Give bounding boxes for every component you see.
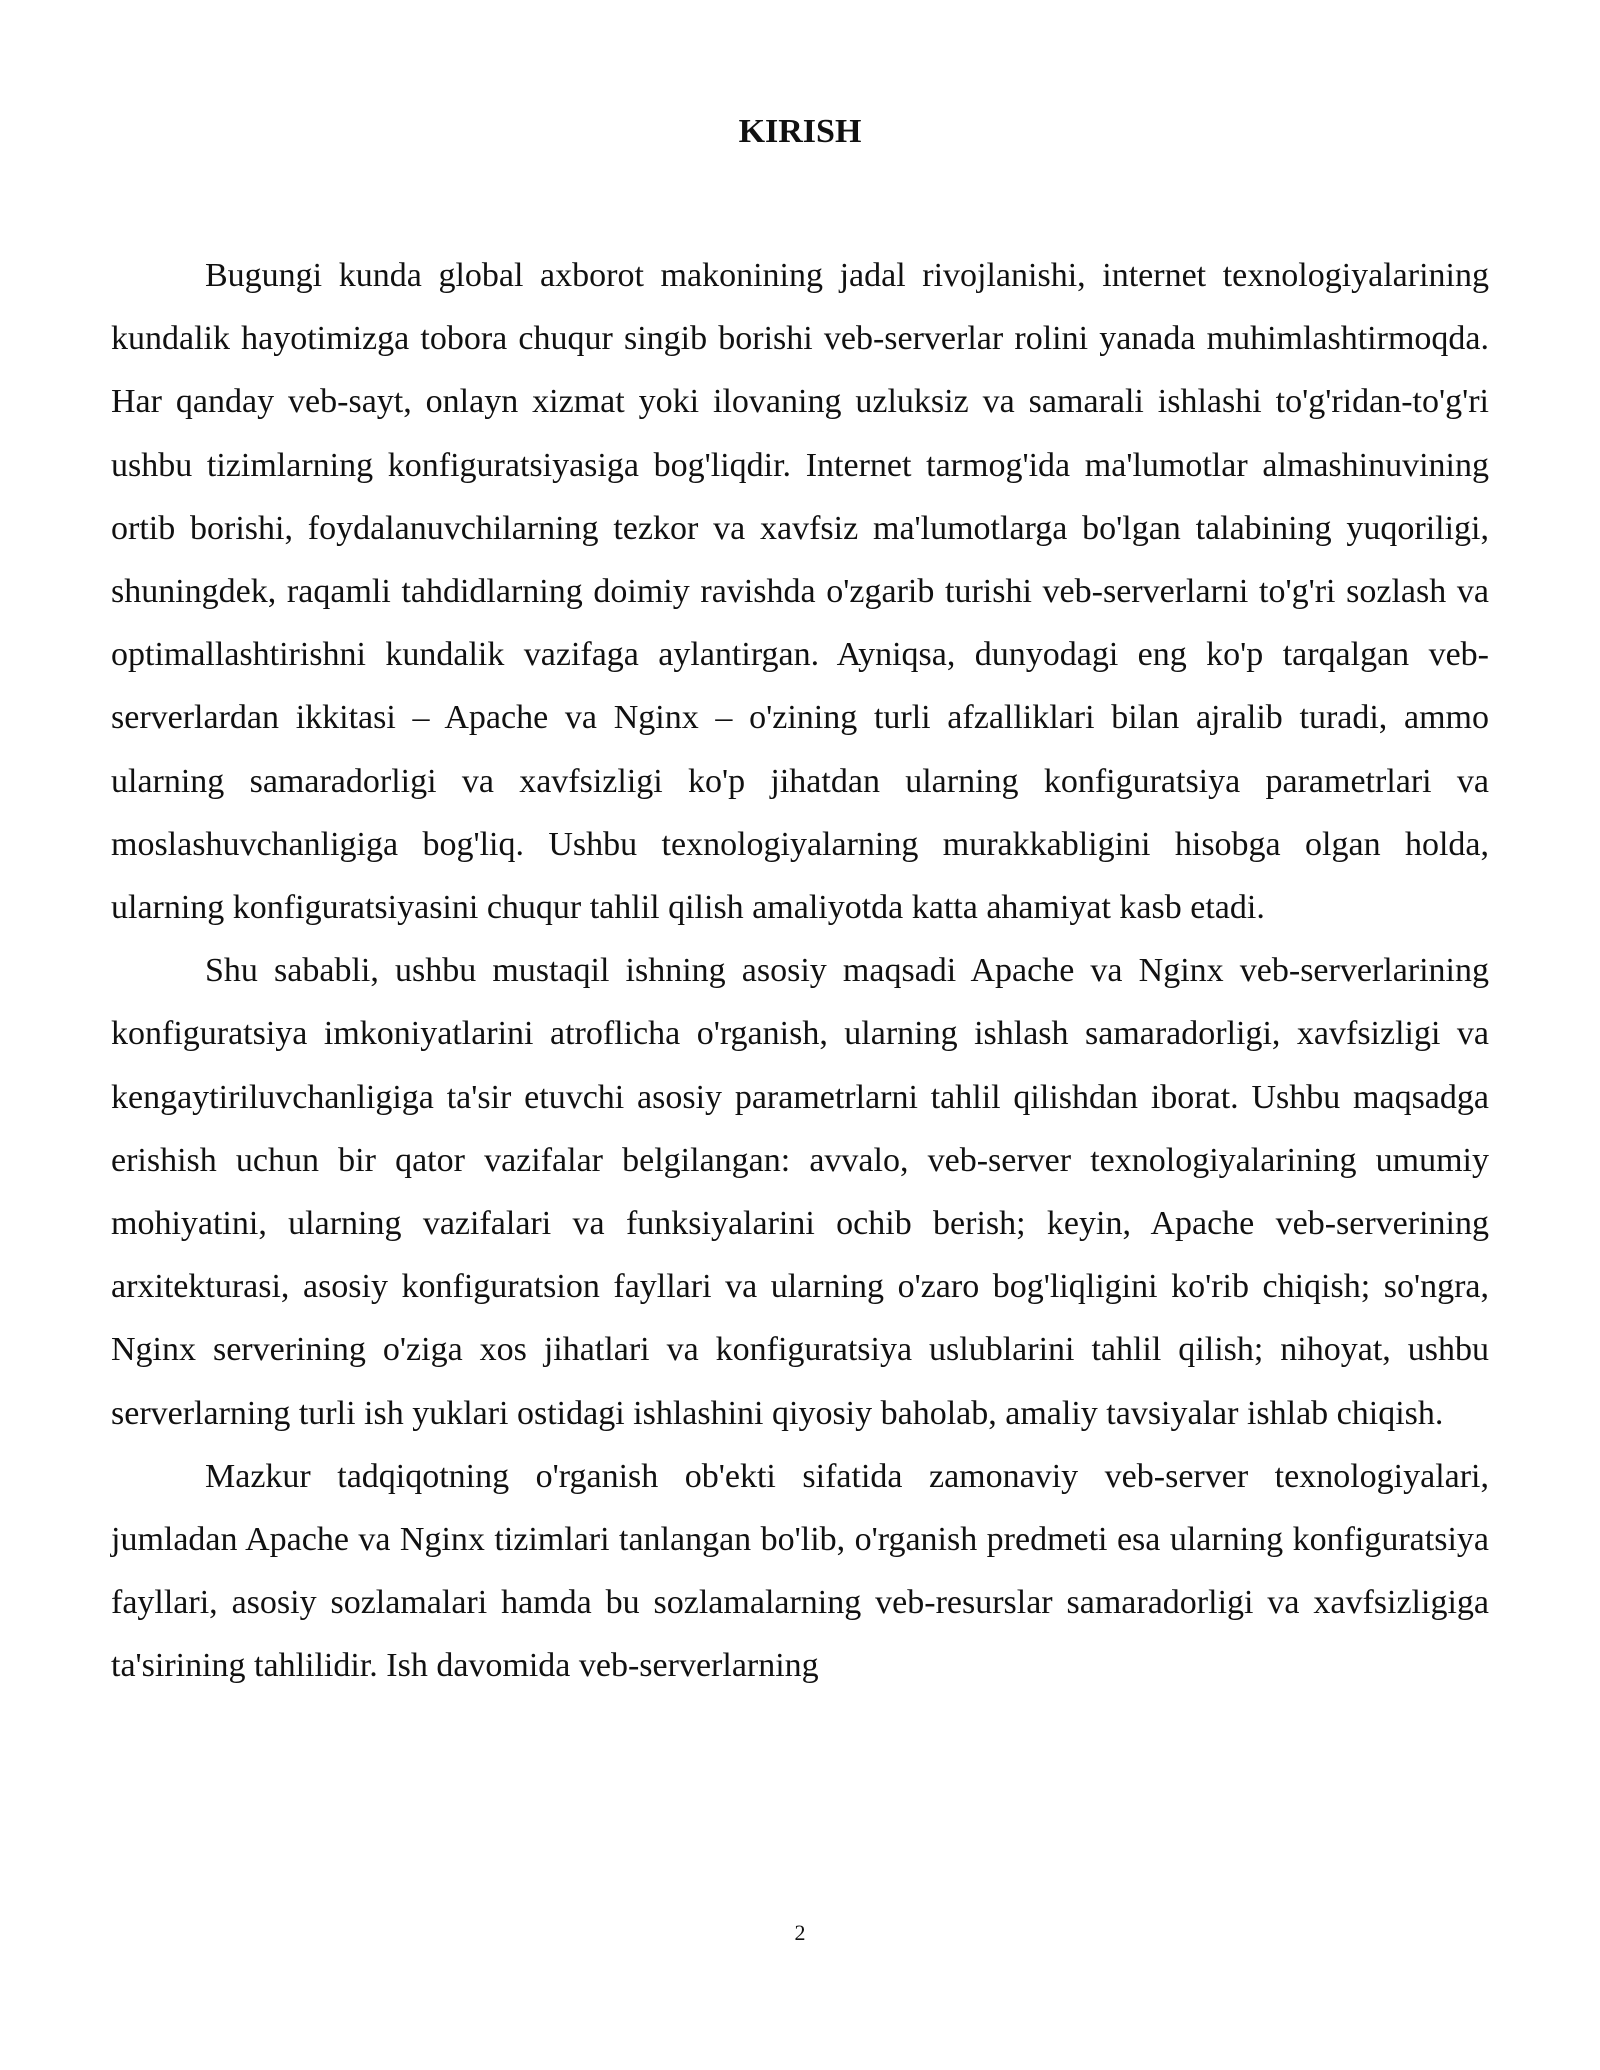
paragraph-3: Mazkur tadqiqotning o'rganish ob'ekti sifatida zamonaviy veb-server texnologiyalari, jumladan Apache va Nginx tizimlari tanlangan bo'lib, o'rganish predmeti esa ularning konfiguratsiya fayllari, asosiy sozlamalari hamda bu sozlamalarning veb-resurslar samaradorligi va xavfsizligiga ta'sirining tahlilidir. Ish davomida veb-serverlarning	[111, 1457, 1489, 1685]
paragraph-2: Shu sababli, ushbu mustaqil ishning asosiy maqsadi Apache va Nginx veb-serverlarining konfiguratsiya imkoniyatlarini atroflicha o'rganish, ularning ishlash samaradorligi, xavfsizligi va kengaytiriluvchanligiga ta'sir etuvchi asosiy parametrlarni tahlil qilishdan iborat. Ushbu maqsadga erishish uchun bir qator vazifalar belgilangan: avvalo, veb-server texnologiyalarining umumiy mohiyatini, ularning vazifalari va funksiyalarini ochib berish; keyin, Apache veb-serverining arxitekturasi, asosiy konfiguratsion fayllari va ularning o'zaro bog'liqligini ko'rib chiqish; so'ngra, Nginx serverining o'ziga xos jihatlari va konfiguratsiya uslublarini tahlil qilish; nihoyat, ushbu serverlarning turli ish yuklari ostidagi ishlashini qiyosiy baholab, amaliy tavsiyalar ishlab chiqish.	[111, 952, 1489, 1432]
paragraph-1: Bugungi kunda global axborot makonining jadal rivojlanishi, internet texnologiyalarining kundalik hayotimizga tobora chuqur singib borishi veb-serverlar rolini yanada muhimlashtirmoqda. Har qanday veb-sayt, onlayn xizmat yoki ilovaning uzluksiz va samarali ishlashi to'g'ridan-to'g'ri ushbu tizimlarning konfiguratsiyasiga bog'liqdir. Internet tarmog'ida ma'lumotlar almashinuvining ortib borishi, foydalanuvchilarning tezkor va xavfsiz ma'lumotlarga bo'lgan talabining yuqoriligi, shuningdek, raqamli tahdidlarning doimiy ravishda o'zgarib turishi veb-serverlarni to'g'ri sozlash va optimallashtirishni kundalik vazifaga aylantirgan. Ayniqsa, dunyodagi eng ko'p tarqalgan veb-serverlardan ikkitasi – Apache va Nginx – o'zining turli afzalliklari bilan ajralib turadi, ammo ularning samaradorligi va xavfsizligi ko'p jihatdan ularning konfiguratsiya parametrlari va moslashuvchanligiga bog'liq. Ushbu texnologiyalarning murakkabligini hisobga olgan holda, ularning konfiguratsiyasini chuqur tahlil qilish amaliyotda katta ahamiyat kasb etadi.	[111, 257, 1489, 927]
page-title: KIRISH	[738, 113, 862, 150]
page-number: 2	[794, 1920, 806, 1945]
document-body	[111, 244, 1489, 1698]
